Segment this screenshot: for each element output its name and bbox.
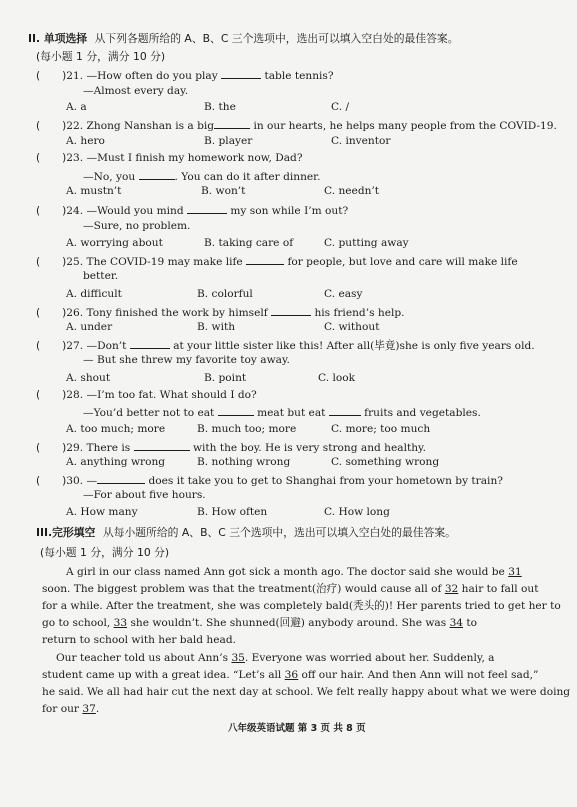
option-a[interactable]: A. under — [66, 321, 113, 333]
question-27-line2: — But she threw my favorite toy away. — [83, 354, 290, 366]
passage-line: for our 37. — [42, 703, 100, 715]
question-27: ( )27. —Don’t at your little sister like this! After all(毕竟)she is only five years old. — [36, 340, 535, 352]
option-a[interactable]: A. How many — [66, 506, 138, 518]
passage-line: return to school with her bald head. — [42, 634, 236, 646]
section-title: 完形填空 — [52, 526, 96, 539]
option-c[interactable]: C. look — [318, 372, 356, 384]
option-c[interactable]: C. easy — [324, 288, 363, 300]
question-28: ( )28. —I’m too fat. What should I do? — [36, 389, 257, 401]
answer-blank[interactable] — [246, 254, 284, 265]
option-b[interactable]: B. much too; more — [197, 423, 297, 435]
option-a[interactable]: A. difficult — [66, 288, 122, 300]
section-number: II. — [28, 32, 41, 45]
passage-line: Our teacher told us about Ann’s 35. Everyone was worried about her. Suddenly, a — [56, 652, 495, 664]
blank-33[interactable]: 33 — [113, 617, 128, 629]
option-a[interactable]: A. anything wrong — [66, 456, 166, 468]
question-23-line2: —No, you . You can do it after dinner. — [83, 171, 321, 183]
answer-blank[interactable] — [271, 305, 311, 316]
option-b[interactable]: B. taking care of — [204, 237, 294, 249]
option-a[interactable]: A. worrying about — [66, 237, 163, 249]
section-instruction: 从下列各题所给的 A、B、C 三个选项中，选出可以填入空白处的最佳答案。 — [94, 32, 459, 45]
answer-blank[interactable] — [218, 405, 254, 416]
blank-37[interactable]: 37 — [82, 703, 96, 715]
section-3-heading — [36, 526, 456, 539]
answer-blank[interactable] — [221, 68, 261, 79]
option-b[interactable]: B. colorful — [197, 288, 253, 300]
section-title: 单项选择 — [43, 32, 88, 45]
section-number: III. — [36, 526, 53, 539]
option-a[interactable]: A. hero — [66, 135, 105, 147]
question-24-line2: —Sure, no problem. — [83, 220, 191, 232]
answer-blank[interactable] — [214, 118, 250, 129]
question-25-line2: better. — [83, 270, 119, 282]
passage-line: A girl in our class named Ann got sick a month ago. The doctor said she would be 31 — [66, 566, 522, 578]
page-footer: 八年级英语试题 第 3 页 共 8 页 — [228, 723, 366, 734]
passage-line: he said. We all had hair cut the next day at school. We felt really happy about what we were doing — [42, 686, 571, 698]
option-c[interactable]: C. something wrong — [331, 456, 440, 468]
question-23: ( )23. —Must I finish my homework now, Dad? — [36, 152, 303, 164]
option-b[interactable]: B. point — [204, 372, 247, 384]
option-c[interactable]: C. inventor — [331, 135, 391, 147]
option-a[interactable]: A. shout — [66, 372, 111, 384]
answer-blank[interactable] — [187, 203, 227, 214]
passage-line: soon. The biggest problem was that the treatment(治疗) would cause all of 32 hair to fall out — [42, 583, 539, 595]
passage-line: go to school, 33 she wouldn’t. She shunned(回避) anybody around. She was 34 to — [42, 617, 478, 629]
question-25: ( )25. The COVID-19 may make life for people, but love and care will make life — [36, 256, 518, 268]
option-c[interactable]: C. How long — [324, 506, 390, 518]
blank-31[interactable]: 31 — [508, 566, 522, 578]
option-b[interactable]: B. the — [204, 101, 236, 113]
blank-34[interactable]: 34 — [449, 617, 464, 629]
blank-36[interactable]: 36 — [284, 669, 299, 681]
option-b[interactable]: B. player — [204, 135, 253, 147]
answer-blank[interactable] — [97, 473, 145, 484]
question-30-line2: —For about five hours. — [83, 489, 206, 501]
blank-32[interactable]: 32 — [444, 583, 459, 595]
option-c[interactable]: C. without — [324, 321, 380, 333]
question-24: ( )24. —Would you mind my son while I’m out? — [36, 205, 349, 217]
section-scoring: (每小题 1 分，满分 10 分) — [36, 50, 166, 63]
option-c[interactable]: C. / — [331, 101, 350, 113]
answer-blank[interactable] — [329, 405, 361, 416]
answer-blank[interactable] — [134, 440, 190, 451]
question-22: ( )22. Zhong Nanshan is a big in our hearts, he helps many people from the COVID-19. — [36, 120, 557, 132]
option-a[interactable]: A. a — [66, 101, 87, 113]
option-c[interactable]: C. needn’t — [324, 185, 380, 197]
question-26: ( )26. Tony finished the work by himself his friend’s help. — [36, 307, 405, 319]
section-instruction: 从每小题所给的 A、B、C 三个选项中，选出可以填入空白处的最佳答案。 — [102, 526, 456, 539]
option-b[interactable]: B. How often — [197, 506, 268, 518]
blank-35[interactable]: 35 — [231, 652, 245, 664]
question-30: ( )30. — does it take you to get to Shanghai from your hometown by train? — [36, 475, 503, 487]
section-2-heading — [28, 32, 459, 45]
passage-line: student came up with a great idea. “Let’s all 36 off our hair. And then Ann will not feel sad,” — [42, 669, 539, 681]
answer-blank[interactable] — [130, 338, 170, 349]
question-21: ( )21. —How often do you play table tennis? — [36, 70, 334, 82]
option-c[interactable]: C. putting away — [324, 237, 409, 249]
option-a[interactable]: A. too much; more — [66, 423, 166, 435]
question-28-line2: —You’d better not to eat meat but eat fruits and vegetables. — [83, 407, 481, 419]
option-b[interactable]: B. won’t — [201, 185, 246, 197]
option-b[interactable]: B. with — [197, 321, 236, 333]
option-a[interactable]: A. mustn’t — [66, 185, 122, 197]
passage-line: for a while. After the treatment, she was completely bald(秃头的)! Her parents tried to get her to — [42, 600, 561, 612]
section-scoring: (每小题 1 分，满分 10 分) — [40, 546, 170, 559]
option-b[interactable]: B. nothing wrong — [197, 456, 291, 468]
option-c[interactable]: C. more; too much — [331, 423, 431, 435]
question-21-line2: —Almost every day. — [83, 85, 189, 97]
answer-blank[interactable] — [139, 169, 175, 180]
question-29: ( )29. There is with the boy. He is very strong and healthy. — [36, 442, 426, 454]
